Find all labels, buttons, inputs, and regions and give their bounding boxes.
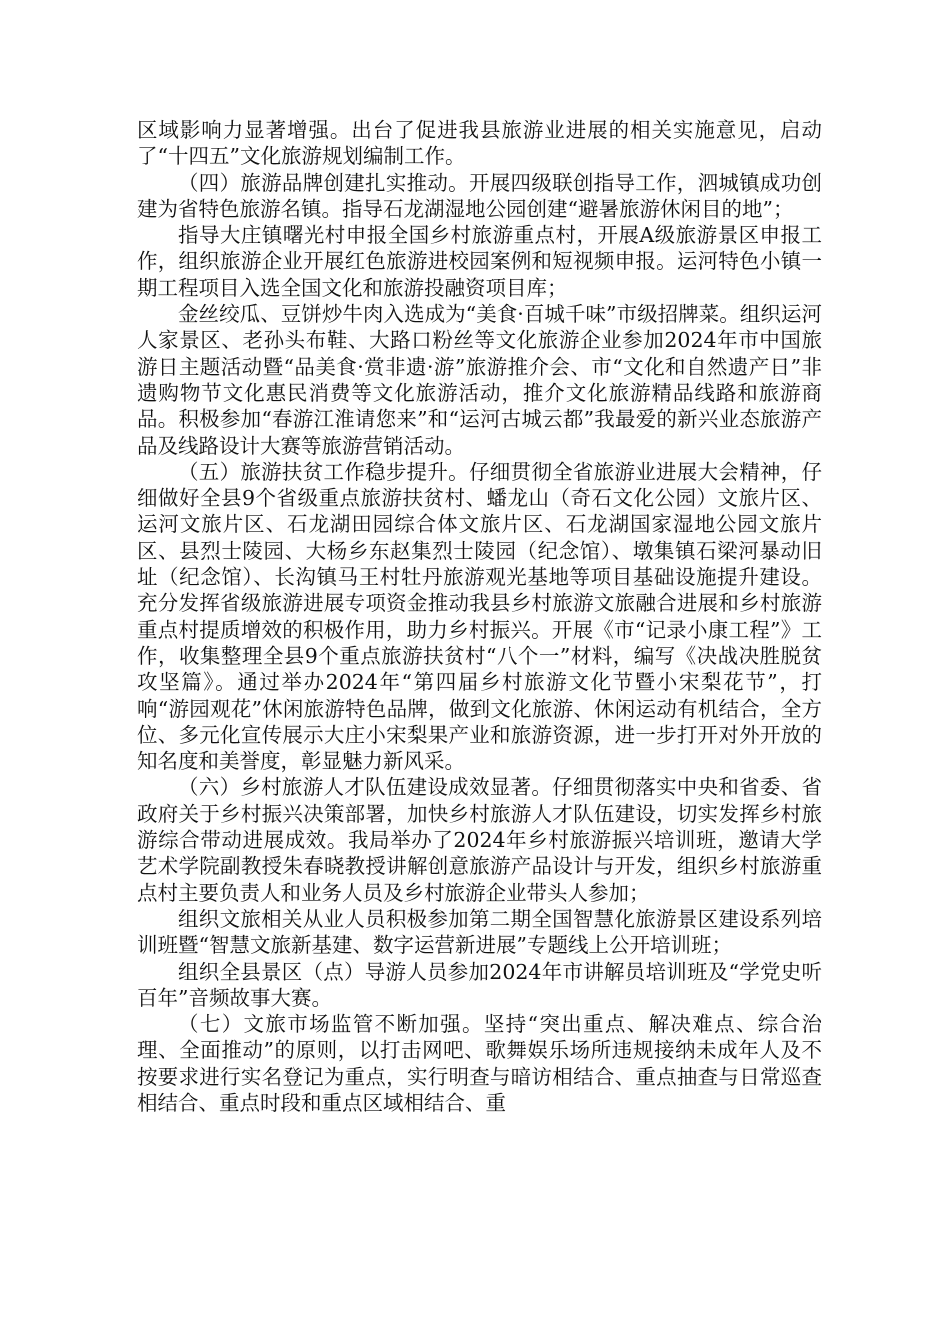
paragraph-brand-building: （四）旅游品牌创建扎实推动。开展四级联创指导工作，泗城镇成功创建为省特色旅游名镇。指导石龙湖湿地公园创建“避暑旅游休闲目的地”； [137, 170, 822, 221]
paragraph-food-promotion: 金丝绞瓜、豆饼炒牛肉入选成为“美食·百城千味”市级招牌菜。组织运河人家景区、老孙头布鞋、大路口粉丝等文化旅游企业参加2024年市中国旅游日主题活动暨“品美食·赏非遗·游”旅游推介会、市“文化和自然遗产日”非遗购物节文化惠民消费等文化旅游活动，推介文化旅游精品线路和旅游商品。积极参加“春游江淮请您来”和“运河古城云都”我最爱的新兴业态旅游产品及线路设计大赛等旅游营销活动。 [137, 302, 822, 458]
document-body [137, 117, 822, 1116]
paragraph-market-supervision: （七）文旅市场监管不断加强。坚持“突出重点、解决难点、综合治理、全面推动”的原则，以打击网吧、歌舞娱乐场所违规接纳未成年人及不按要求进行实名登记为重点，实行明查与暗访相结合、重点抽查与日常巡查相结合、重点时段和重点区域相结合、重 [137, 1012, 822, 1115]
paragraph-talent-building: （六）乡村旅游人才队伍建设成效显著。仔细贯彻落实中央和省委、省政府关于乡村振兴决策部署，加快乡村旅游人才队伍建设，切实发挥乡村旅游综合带动进展成效。我局举办了2024年乡村旅游振兴培训班，邀请大学艺术学院副教授朱春晓教授讲解创意旅游产品设计与开发，组织乡村旅游重点村主要负责人和业务人员及乡村旅游企业带头人参加； [137, 775, 822, 905]
paragraph-guide-training: 组织全县景区（点）导游人员参加2024年市讲解员培训班及“学党史听百年”音频故事大赛。 [137, 959, 822, 1010]
paragraph-continuation: 区域影响力显著增强。出台了促进我县旅游业进展的相关实施意见，启动了“十四五”文化旅游规划编制工作。 [137, 118, 822, 169]
paragraph-poverty-alleviation: （五）旅游扶贫工作稳步提升。仔细贯彻全省旅游业进展大会精神，仔细做好全县9个省级重点旅游扶贫村、蟠龙山（奇石文化公园）文旅片区、运河文旅片区、石龙湖田园综合体文旅片区、石龙湖国家湿地公园文旅片区、县烈士陵园、大杨乡东赵集烈士陵园（纪念馆）、墩集镇石梁河暴动旧址（纪念馆）、长沟镇马王村牡丹旅游观光基地等项目基础设施提升建设。充分发挥省级旅游进展专项资金推动我县乡村旅游文旅融合进展和乡村旅游重点村提质增效的积极作用，助力乡村振兴。开展《市“记录小康工程”》工作，收集整理全县9个重点旅游扶贫村“八个一”材料，编写《决战决胜脱贫攻坚篇》。通过举办2024年“第四届乡村旅游文化节暨小宋梨花节”，打响“游园观花”休闲旅游特色品牌，做到文化旅游、休闲运动有机结合，全方位、多元化宣传展示大庄小宋梨果产业和旅游资源，进一步打开对外开放的知名度和美誉度，彰显魅力新风采。 [137, 459, 822, 774]
paragraph-village-application: 指导大庄镇曙光村申报全国乡村旅游重点村，开展A级旅游景区申报工作，组织旅游企业开展红色旅游进校园案例和短视频申报。运河特色小镇一期工程项目入选全国文化和旅游投融资项目库； [137, 223, 822, 300]
paragraph-smart-tourism-training: 组织文旅相关从业人员积极参加第二期全国智慧化旅游景区建设系列培训班暨“智慧文旅新基建、数字运营新进展”专题线上公开培训班； [137, 906, 822, 958]
